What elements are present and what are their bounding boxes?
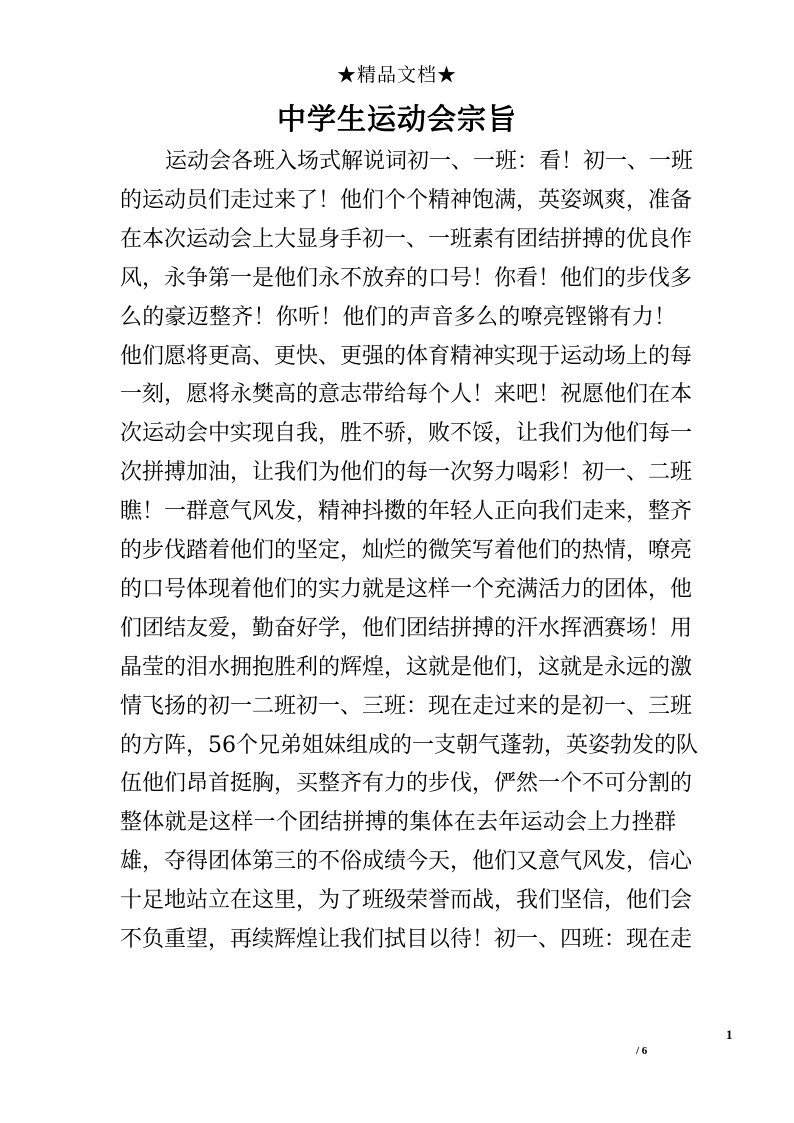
body-line: 的运动员们走过来了！他们个个精神饱满，英姿飒爽，准备 — [120, 187, 693, 213]
body-line: 一刻，愿将永樊高的意志带给每个人！来吧！祝愿他们在本 — [120, 382, 693, 408]
page-count: / 6 — [636, 1045, 648, 1057]
body-line: 次运动会中实现自我，胜不骄，败不馁，让我们为他们每一 — [120, 421, 693, 447]
body-line: 他们愿将更高、更快、更强的体育精神实现于运动场上的每 — [120, 343, 693, 369]
body-line: 么的豪迈整齐！你听！他们的声音多么的嘹亮铿锵有力！ — [120, 304, 676, 330]
body-line: 风，永争第一是他们永不放弃的口号！你看！他们的步伐多 — [120, 265, 693, 291]
body-line: 运动会各班入场式解说词初一、一班：看！初一、一班 — [165, 149, 694, 174]
body-line: 十足地站立在这里，为了班级荣誉而战，我们坚信，他们会 — [120, 888, 693, 914]
body-line: 次拼搏加油，让我们为他们的每一次努力喝彩！初一、二班 — [120, 460, 693, 486]
body-line: 在本次运动会上大显身手初一、一班素有团结拼搏的优良作 — [120, 226, 693, 252]
document-title: 中学生运动会宗旨 — [276, 102, 517, 136]
body-line: 晶莹的泪水拥抱胜利的辉煌，这就是他们，这就是永远的激 — [120, 654, 693, 680]
body-line: 情飞扬的初一二班初一、三班：现在走过来的是初一、三班 — [120, 693, 693, 719]
body-line: 雄，夺得团体第三的不俗成绩今天，他们又意气风发，信心 — [120, 849, 693, 875]
body-line: 不负重望，再续辉煌让我们拭目以待！初一、四班：现在走 — [120, 927, 693, 952]
body-line: 的方阵，56个兄弟姐妹组成的一支朝气蓬勃，英姿勃发的队 — [120, 732, 698, 758]
page-number: 1 — [726, 1027, 733, 1042]
body-line: 的步伐踏着他们的坚定，灿烂的微笑写着他们的热情，嘹亮 — [120, 538, 693, 563]
body-line: 瞧！一群意气风发，精神抖擞的年轻人正向我们走来，整齐 — [120, 499, 693, 525]
body-line: 整体就是这样一个团结拼搏的集体在去年运动会上力挫群 — [120, 810, 676, 836]
body-line: 伍他们昂首挺胸，买整齐有力的步伐，俨然一个不可分割的 — [120, 771, 693, 797]
body-line: 的口号体现着他们的实力就是这样一个充满活力的团体，他 — [120, 576, 693, 602]
document-header-label: ★精品文档★ — [336, 64, 457, 86]
body-line: 们团结友爱，勤奋好学，他们团结拼搏的汗水挥洒赛场！用 — [120, 615, 693, 641]
